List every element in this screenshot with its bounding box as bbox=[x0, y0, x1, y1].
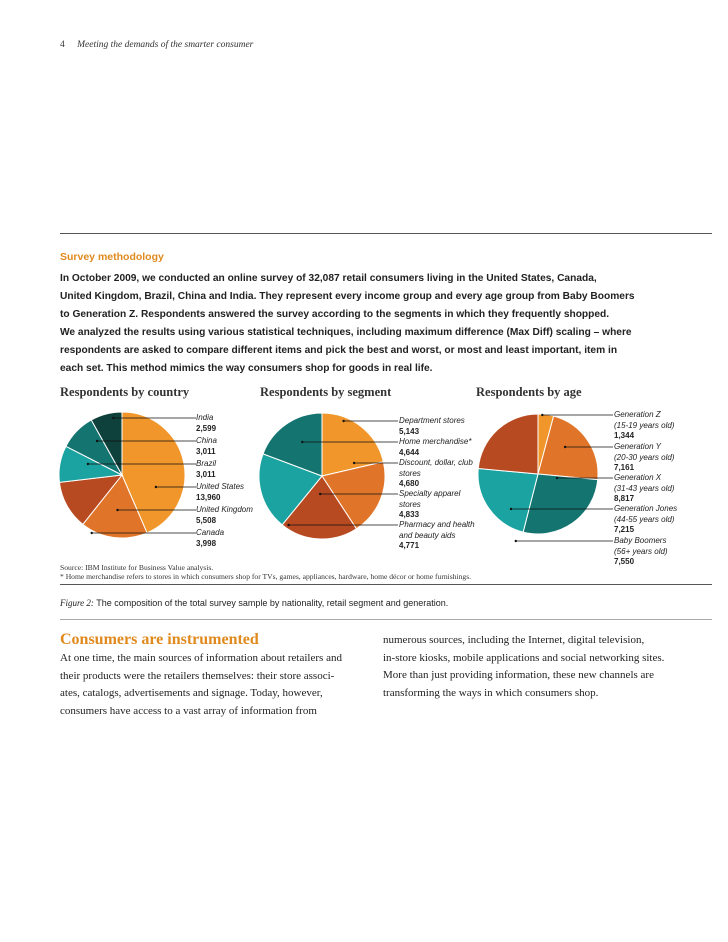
legend-label: India bbox=[196, 413, 214, 422]
figure-caption-text: The composition of the total survey sample by nationality, retail segment and generation. bbox=[96, 598, 449, 608]
text-line: transforming the ways in which consumers shop. bbox=[383, 686, 599, 699]
legend-label: Discount, dollar, club stores bbox=[399, 458, 473, 478]
legend-label: Canada bbox=[196, 528, 225, 537]
figure-divider bbox=[60, 584, 712, 585]
text-line: respondents are asked to compare different items and pick the best and worst, or most and least important, item in bbox=[60, 345, 618, 356]
leader-dot-pharmacy-and-health-and-beauty-aids bbox=[287, 524, 289, 526]
legend-label: Generation X bbox=[614, 473, 662, 482]
body-column-right bbox=[383, 632, 688, 702]
legend-value: 3,011 bbox=[196, 446, 216, 456]
legend-value: 8,817 bbox=[614, 494, 635, 503]
legend-sublabel: (56+ years old) bbox=[614, 546, 668, 556]
leader-dot-specialty-apparel-stores bbox=[319, 493, 321, 495]
chart-title-segment: Respondents by segment bbox=[260, 385, 392, 399]
legend-value: 4,680 bbox=[399, 479, 420, 488]
legend-sublabel: (44-55 years old) bbox=[614, 514, 675, 524]
legend-label: China bbox=[196, 436, 217, 445]
leader-dot-generation-z bbox=[541, 414, 543, 416]
caption-divider bbox=[60, 619, 712, 620]
running-title: Meeting the demands of the smarter consumer bbox=[77, 40, 254, 50]
text-line: United Kingdom, Brazil, China and India. They represent every income group and every age group from Baby Boomers bbox=[60, 291, 635, 302]
text-line: In October 2009, we conducted an online survey of 32,087 retail consumers living in the United States, Canada, bbox=[60, 273, 597, 284]
leader-dot-discount-dollar-club-stores bbox=[353, 462, 355, 464]
legend-sublabel: (20-30 years old) bbox=[614, 452, 675, 462]
leader-dot-generation-y bbox=[564, 446, 566, 448]
legend-label: Generation Z bbox=[614, 410, 661, 419]
text-line: At one time, the main sources of information about retailers and bbox=[60, 652, 342, 664]
legend-label: United Kingdom bbox=[196, 505, 253, 514]
legend-value: 5,143 bbox=[399, 426, 420, 436]
text-line: their products were the retailers themselves: their store associ- bbox=[60, 669, 335, 682]
leader-dot-home-merchandise bbox=[301, 441, 303, 443]
text-line: ates, catalogs, advertisements and signage. Today, however, bbox=[60, 687, 323, 699]
text-line: We analyzed the results using various statistical techniques, including maximum difference (Max Diff) scaling – where bbox=[60, 327, 632, 338]
legend-item-baby-boomers bbox=[614, 536, 668, 568]
legend-value: 4,771 bbox=[399, 541, 420, 550]
chart-title-age: Respondents by age bbox=[476, 385, 582, 399]
legend-value: 13,960 bbox=[196, 492, 221, 502]
legend-label: Specialty apparel stores bbox=[399, 489, 461, 509]
leader-dot-india bbox=[112, 417, 114, 419]
legend-value: 7,550 bbox=[614, 557, 635, 566]
leader-dot-china bbox=[96, 440, 98, 442]
legend-label: Pharmacy and health and beauty aids bbox=[399, 520, 475, 540]
legend-value: 5,508 bbox=[196, 515, 217, 525]
legend-item-brazil bbox=[196, 459, 216, 480]
legend-sublabel: (15-19 years old) bbox=[614, 420, 675, 430]
chart-title-country: Respondents by country bbox=[60, 385, 190, 399]
leader-dot-generation-jones bbox=[510, 508, 512, 510]
source-note: Source: IBM Institute for Business Value analysis. bbox=[60, 563, 214, 572]
legend-sublabel: (31-43 years old) bbox=[614, 483, 675, 493]
body-column-left bbox=[60, 650, 365, 720]
text-line: each set. This method mimics the way consumers shop for goods in real life. bbox=[60, 363, 433, 374]
leader-dot-generation-x bbox=[556, 477, 558, 479]
figure-caption bbox=[60, 598, 448, 608]
legend-label: Department stores bbox=[399, 416, 465, 425]
leader-dot-department-stores bbox=[342, 420, 344, 422]
legend-item-china bbox=[196, 436, 217, 457]
leader-dot-united-kingdom bbox=[116, 509, 118, 511]
legend-item-canada bbox=[196, 528, 224, 549]
legend-item-generation-z bbox=[614, 410, 674, 442]
legend-item-united-states bbox=[196, 482, 244, 503]
legend-value: 3,998 bbox=[196, 538, 217, 548]
legend-value: 7,161 bbox=[614, 463, 635, 472]
legend-value: 2,599 bbox=[196, 423, 217, 433]
text-line: numerous sources, including the Internet, digital television, bbox=[383, 634, 645, 646]
legend-item-generation-x bbox=[614, 473, 674, 505]
legend-label: Brazil bbox=[196, 459, 217, 468]
legend-item-pharmacy bbox=[399, 520, 479, 552]
leader-dot-united-states bbox=[155, 486, 157, 488]
legend-item-home-merchandise bbox=[399, 437, 489, 458]
text-line: in-store kiosks, mobile applications and social networking sites. bbox=[383, 651, 665, 664]
text-line: More than just providing information, these new channels are bbox=[383, 669, 654, 681]
legend-value: 7,215 bbox=[614, 525, 635, 534]
legend-item-india bbox=[196, 413, 216, 434]
legend-label: United States bbox=[196, 482, 245, 491]
leader-dot-brazil bbox=[87, 463, 89, 465]
section-heading-consumers: Consumers are instrumented bbox=[60, 631, 259, 648]
legend-label: Home merchandise* bbox=[399, 437, 472, 446]
legend-value: 3,011 bbox=[196, 469, 216, 479]
legend-item-discount-stores bbox=[399, 458, 479, 490]
text-line: consumers have access to a vast array of information from bbox=[60, 704, 317, 717]
legend-label: Baby Boomers bbox=[614, 536, 667, 545]
legend-value: 1,344 bbox=[614, 431, 635, 440]
legend-item-generation-jones bbox=[614, 504, 677, 536]
legend-item-united-kingdom bbox=[196, 505, 253, 526]
legend-value: 4,833 bbox=[399, 510, 420, 519]
page-number: 4 bbox=[60, 40, 65, 50]
leader-dot-baby-boomers bbox=[515, 540, 517, 542]
figure-label: Figure 2: bbox=[60, 598, 94, 608]
legend-item-department-stores bbox=[399, 416, 489, 437]
legend-value: 4,644 bbox=[399, 447, 420, 457]
legend-item-generation-y bbox=[614, 442, 674, 474]
section-heading: Survey methodology bbox=[60, 251, 164, 263]
leader-dot-canada bbox=[91, 532, 93, 534]
text-line: to Generation Z. Respondents answered the survey according to the segments in which they frequently shopped. bbox=[60, 309, 610, 320]
legend-label: Generation Y bbox=[614, 442, 661, 451]
footnote: * Home merchandise refers to stores in which consumers shop for TVs, games, appliances, hardware, home décor or home furnishings. bbox=[60, 572, 472, 581]
legend-item-specialty-apparel bbox=[399, 489, 469, 521]
legend-label: Generation Jones bbox=[614, 504, 678, 513]
